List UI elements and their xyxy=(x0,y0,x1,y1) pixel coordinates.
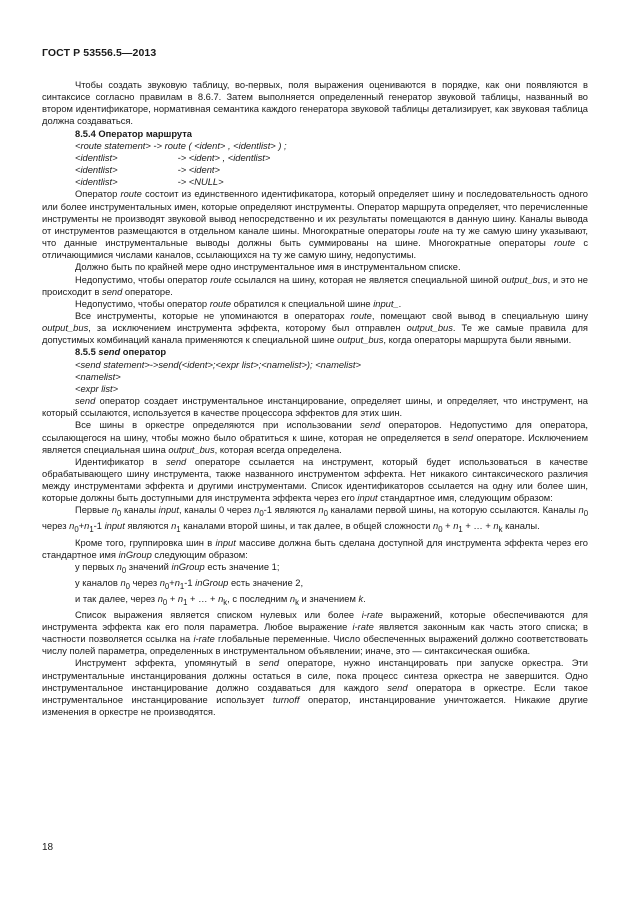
body-paragraph: send оператор создает инструментальное инстанцирование, определяет шины, и определяет, что инструмент, на который ссылаются, используется в качестве процессора эффектов для этих шин. xyxy=(42,396,588,419)
body-paragraph: Все шины в оркестре определяются при использовании send операторов. Недопустимо для оператора, ссылающегося на шину, чтобы можно было обратиться к шине, которая не определяется в send операторе. Исключением является специальная шина output_bus, которая всегда определена. xyxy=(42,420,588,455)
body-paragraph: Должно быть по крайней мере одно инструментальное имя в инструментальном списке. xyxy=(75,262,461,273)
body-paragraph: Список выражения является списком нулевых или более i-rate выражений, которые обеспечиваются для инструмента эффекта как его поля параметра. Любое выражение i-rate является законным как часть этого списка; в частности позволяется ссылка на i-rate глобальные переменные. Число обеспеченных выражений должно соответствовать числу полей параметра, определенных в инструментальном объявлении; иначе, это — синтаксическая ошибка. xyxy=(42,609,588,657)
list-item: и так далее, через $n_0 + n_1$ + … + $n_k$, с последним $n_k$ и значением k. xyxy=(75,593,366,607)
syntax-line: <identlist> -> <ident> xyxy=(75,165,220,176)
section-heading: 8.5.5 send оператор xyxy=(75,347,167,358)
body-paragraph: Оператор route состоит из единственного идентификатора, который определяет шину и последовательность одного или более инструментальных имен, которые определяют инструменты. Оператор маршрута определяет, что перечисленные инструменты не производят звуковой вывод непосредственно и их результаты помещаются в данную шину. Каналы вывода от инструментов размещаются в отдельном канале шины. Многократные операторы route на ту же самую шину указывают, что данные инструментальные выводы должны быть суммированы на шине. Многократные операторы route с отличающимися числами каналов, ссылающихся на ту же самую шину, недопустимы. xyxy=(42,189,588,261)
body-paragraph: Первые $n_0$ каналы input, каналы 0 через $n_0-1$ являются $n_0$ каналами первой шины, на которую ссылаются. Каналы $n_0$ через $n_0+n_1-1$ input являются $n_1$ каналами второй шины, и так далее, в общей сложности $n_0 + n_1$ + … + $n_k$ каналы. xyxy=(42,505,589,535)
body-paragraph: Кроме того, группировка шин в input массиве должна быть сделана доступной для инструмента эффекта через его стандартное имя inGroup следующим образом: xyxy=(42,537,588,560)
body-paragraph: Недопустимо, чтобы оператор route ссылался на шину, которая не является специальной шиной output_bus, и это не происходит в send операторе. xyxy=(42,274,588,297)
document-header: ГОСТ Р 53556.5—2013 xyxy=(42,47,157,59)
body-paragraph: Инструмент эффекта, упомянутый в send операторе, нужно инстанцировать при запуске оркестра. Эти инструментальные инстанцирования должны остаться в силе, пока процесс синтеза оркестра не завершится. Одно инструментальное инстанцирование должно создаваться для каждого send оператора в оркестре. Если такое инструментальное инстанцирование использует turnoff оператор, инстанцирование уничтожается. Никакие другие изменения в оркестре не производятся. xyxy=(42,658,589,718)
body-paragraph: Чтобы создать звуковую таблицу, во-первых, поля выражения оцениваются в порядке, как они появляются в синтаксисе согласно правилам в 8.6.7. Затем выполняется определенный генератор звуковой таблицы, названный во втором идентификаторе, нормативная семантика каждого генератора звуковой таблицы детализирует, как звуковая таблица должна создаваться. xyxy=(42,80,588,127)
syntax-line: <send statement>->send(<ident>;<expr list>;<namelist>); <namelist> xyxy=(75,359,361,370)
body-paragraph: Идентификатор в send операторе ссылается на инструмент, который будет использоваться в качестве обрабатывающего шину инструмента, также названного инструментом эффекта. Нет никакого синтаксического различия между инструментами эффекта и другими инструментами. Список идентификаторов ссылается на одну или более шин, которые должны быть доступными для инструмента эффекта через его input стандартное имя, следующим образом: xyxy=(42,456,588,504)
body-paragraph: Недопустимо, чтобы оператор route обратился к специальной шине input_. xyxy=(75,298,402,309)
section-heading: 8.5.4 Оператор маршрута xyxy=(75,128,193,139)
page-number: 18 xyxy=(42,842,54,853)
page-body xyxy=(42,79,588,718)
syntax-line: <identlist> -> <NULL> xyxy=(75,177,224,188)
list-item: у первых $n_0$ значений inGroup есть значение 1; xyxy=(75,561,280,575)
syntax-line: <namelist> xyxy=(75,371,121,382)
list-item: у каналов $n_0$ через $n_0+n_1-1$ inGroup есть значение 2, xyxy=(75,577,304,591)
syntax-line: <route statement> -> route ( <ident> , <identlist> ) ; xyxy=(75,140,287,151)
syntax-line: <identlist> -> <ident> , <identlist> xyxy=(75,152,271,163)
syntax-line: <expr list> xyxy=(75,383,119,394)
body-paragraph: Все инструменты, которые не упоминаются в операторах route, помещают свой вывод в специальную шину output_bus, за исключением инструмента эффекта, которому был отправлен output_bus. Те же самые правила для допустимых комбинаций канала применяются к специальной шине output_bus, когда операторы маршрута были явными. xyxy=(42,310,588,346)
